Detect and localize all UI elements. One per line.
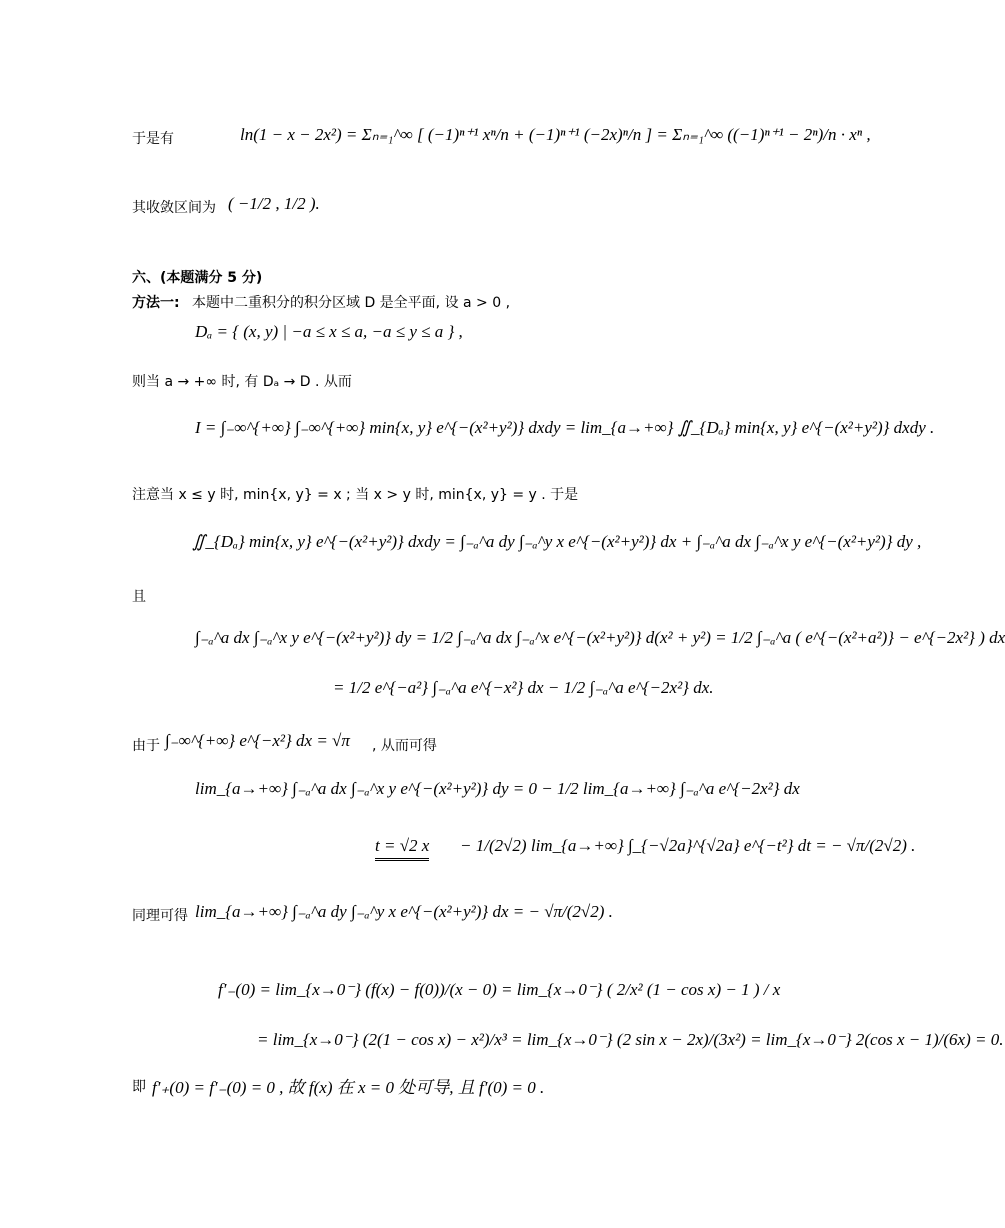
similar-label: 同理可得: [132, 908, 188, 924]
substitution-label: t = √2 x: [375, 836, 429, 861]
interval-label: 其收敛区间为: [132, 200, 216, 216]
line-label-yuyou: 于是有: [132, 131, 174, 147]
gaussian-integral: ∫₋∞^{+∞} e^{−x²} dx = √π: [165, 731, 350, 750]
limit-line-1: lim_{a→+∞} ∫₋ₐ^a dx ∫₋ₐ^x y e^{−(x²+y²)} dy = 0 − 1/2 lim_{a→+∞} ∫₋ₐ^a e^{−2x²} dx: [195, 779, 800, 798]
and-label: 且: [132, 589, 146, 605]
method-text: 本题中二重积分的积分区域 D 是全平面, 设 a > 0 ,: [192, 295, 511, 311]
I-formula: I = ∫₋∞^{+∞} ∫₋∞^{+∞} min{x, y} e^{−(x²+y²)} dxdy = lim_{a→+∞} ∬_{Dₐ} min{x, y} e^{−(x²+y²)} dxdy .: [195, 418, 935, 437]
interval-formula: ( −1/2 , 1/2 ).: [228, 194, 320, 213]
limit-intro: 则当 a → +∞ 时, 有 Dₐ → D . 从而: [132, 374, 352, 390]
Da-definition: Dₐ = { (x, y) | −a ≤ x ≤ a, −a ≤ y ≤ a } ,: [195, 322, 463, 341]
min-note: 注意当 x ≤ y 时, min{x, y} = x ; 当 x > y 时, min{x, y} = y . 于是: [132, 487, 579, 503]
evaluation-line-2: = 1/2 e^{−a²} ∫₋ₐ^a e^{−x²} dx − 1/2 ∫₋ₐ^a e^{−2x²} dx.: [333, 678, 714, 697]
conclusion-formula: f′₊(0) = f′₋(0) = 0 , 故 f(x) 在 x = 0 处可导, 且 f′(0) = 0 .: [152, 1078, 545, 1097]
derivative-line-1: f′₋(0) = lim_{x→0⁻} (f(x) − f(0))/(x − 0) = lim_{x→0⁻} ( 2/x² (1 − cos x) − 1 ) / x: [218, 980, 781, 999]
section-heading: 六、(本题满分 5 分): [132, 270, 263, 286]
derivative-line-2: = lim_{x→0⁻} (2(1 − cos x) − x²)/x³ = lim_{x→0⁻} (2 sin x − 2x)/(3x²) = lim_{x→0⁻} 2(cos x − 1)/(6x) = 0.: [257, 1030, 1004, 1049]
limit-line-2: − 1/(2√2) lim_{a→+∞} ∫_{−√2a}^{√2a} e^{−t²} dt = − √π/(2√2) .: [460, 836, 916, 855]
method-label: 方法一:: [132, 295, 180, 311]
split-formula: ∬_{Dₐ} min{x, y} e^{−(x²+y²)} dxdy = ∫₋ₐ^a dy ∫₋ₐ^y x e^{−(x²+y²)} dx + ∫₋ₐ^a dx ∫₋ₐ^x y e^{−(x²+y²)} dy ,: [192, 532, 922, 551]
similar-formula: lim_{a→+∞} ∫₋ₐ^a dy ∫₋ₐ^y x e^{−(x²+y²)} dx = − √π/(2√2) .: [195, 902, 613, 921]
ln-series-formula: ln(1 − x − 2x²) = Σₙ₌₁^∞ [ (−1)ⁿ⁺¹ xⁿ/n + (−1)ⁿ⁺¹ (−2x)ⁿ/n ] = Σₙ₌₁^∞ ((−1)ⁿ⁺¹ − 2ⁿ)/n · xⁿ ,: [240, 125, 871, 144]
since-tail: , 从而可得: [372, 738, 437, 754]
conclusion-label: 即: [132, 1079, 146, 1095]
since-label: 由于: [132, 738, 160, 754]
evaluation-line-1: ∫₋ₐ^a dx ∫₋ₐ^x y e^{−(x²+y²)} dy = 1/2 ∫₋ₐ^a dx ∫₋ₐ^x e^{−(x²+y²)} d(x² + y²) = 1/2 ∫₋ₐ^a ( e^{−(x²+a²)} − e^{−2x²} ) dx: [195, 628, 1005, 647]
